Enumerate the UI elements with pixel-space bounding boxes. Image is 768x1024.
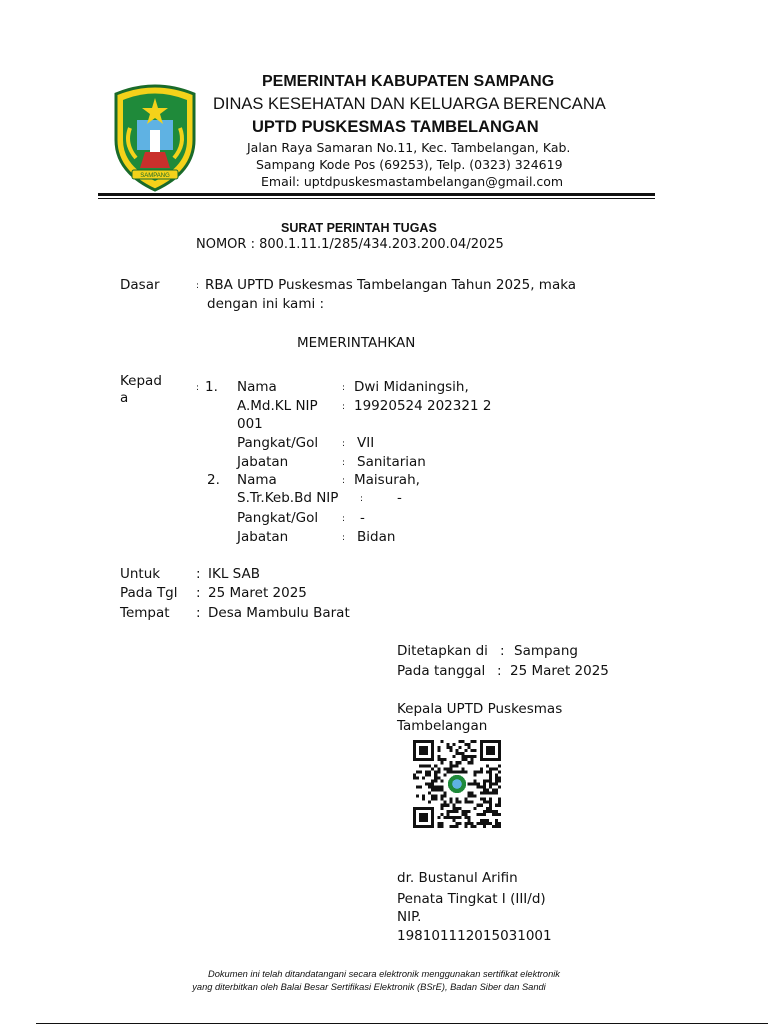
dasar-text-1: RBA UPTD Puskesmas Tambelangan Tahun 2025, maka [205, 277, 577, 293]
signatory-position-2: Tambelangan [397, 718, 488, 734]
person-2-nip-colon: : [360, 494, 364, 504]
person-2-nama-value: Maisurah, [354, 472, 420, 488]
kepada-colon: : [196, 383, 200, 393]
person-1-nama-value: Dwi Midaningsih, [354, 379, 469, 395]
memerintahkan-heading: MEMERINTAHKAN [297, 335, 416, 351]
person-1-nip-label: A.Md.KL NIP [237, 398, 318, 414]
person-1-nama-label: Nama [237, 379, 277, 395]
person-1-pangkat-colon: : [342, 439, 346, 449]
person-1-jabatan-value: Sanitarian [357, 454, 426, 470]
signatory-name: dr. Bustanul Arifin [397, 870, 518, 886]
person-1-nip-colon: : [342, 402, 346, 412]
person-1-jabatan-label: Jabatan [237, 454, 289, 470]
kepada-label-1: Kepad [120, 373, 162, 389]
dasar-text-2: dengan ini kami : [207, 296, 325, 312]
person-1-pangkat-label: Pangkat/Gol [237, 435, 319, 451]
person-2-pangkat-label: Pangkat/Gol [237, 510, 319, 526]
ditetapkan-value: Sampang [514, 643, 578, 659]
signatory-nip-value: 198101112015031001 [397, 928, 552, 944]
letterhead-rule-thin [98, 198, 655, 199]
header-government: PEMERINTAH KABUPATEN SAMPANG [262, 73, 555, 90]
person-2-pangkat-colon: : [342, 514, 346, 524]
header-unit: UPTD PUSKESMAS TAMBELANGAN [252, 118, 539, 136]
untuk-colon: : [196, 566, 201, 582]
pada-tgl-label: Pada Tgl [120, 585, 178, 601]
dasar-colon: : [196, 281, 200, 291]
untuk-label: Untuk [120, 566, 161, 582]
header-address-1: Jalan Raya Samaran No.11, Kec. Tambelangan, Kab. [247, 140, 571, 155]
pada-tanggal-value: 25 Maret 2025 [510, 663, 609, 679]
dasar-label: Dasar [120, 277, 160, 293]
signatory-position-1: Kepala UPTD Puskesmas [397, 701, 563, 717]
emblem-text: SAMPANG [140, 173, 170, 179]
tempat-colon: : [196, 605, 201, 621]
ditetapkan-label: Ditetapkan di [397, 643, 488, 659]
person-2-jabatan-value: Bidan [357, 529, 396, 545]
person-1-nip-continued: 001 [237, 416, 263, 432]
kabupaten-sampang-emblem-icon [110, 82, 200, 194]
header-email: Email: uptdpuskesmastambelangan@gmail.com [261, 174, 564, 189]
signatory-rank: Penata Tingkat I (III/d) [397, 891, 546, 907]
kepada-label-2: a [120, 390, 129, 406]
pada-tanggal-colon: : [497, 663, 502, 679]
person-1-number: 1. [205, 379, 218, 395]
person-1-nama-colon: : [342, 383, 346, 393]
pada-tanggal-label: Pada tanggal [397, 663, 486, 679]
header-department: DINAS KESEHATAN DAN KELUARGA BERENCANA [213, 95, 606, 113]
person-2-pangkat-value: - [360, 510, 365, 526]
tempat-value: Desa Mambulu Barat [208, 605, 350, 621]
footer-note-1: Dokumen ini telah ditandatangani secara elektronik menggunakan sertifikat elektronik [208, 969, 560, 979]
person-2-jabatan-colon: : [342, 533, 346, 543]
person-2-number: 2. [207, 472, 220, 488]
person-1-nip-value: 19920524 202321 2 [354, 398, 492, 414]
letterhead-rule-thick [98, 193, 655, 196]
pada-tgl-colon: : [196, 585, 201, 601]
person-2-nama-label: Nama [237, 472, 277, 488]
signatory-nip-label: NIP. [397, 909, 422, 925]
footer-note-2: yang diterbitkan oleh Balai Besar Sertifikasi Elektronik (BSrE), Badan Siber dan Sandi [192, 982, 546, 992]
qr-code-icon [413, 740, 501, 828]
person-2-nama-colon: : [342, 476, 346, 486]
person-1-pangkat-value: VII [357, 435, 375, 451]
header-address-2: Sampang Kode Pos (69253), Telp. (0323) 324619 [256, 157, 563, 172]
person-2-nip-label: S.Tr.Keb.Bd NIP [237, 490, 339, 506]
person-2-jabatan-label: Jabatan [237, 529, 289, 545]
person-2-nip-value: - [397, 490, 402, 506]
pada-tgl-value: 25 Maret 2025 [208, 585, 307, 601]
document-title: SURAT PERINTAH TUGAS [281, 221, 437, 235]
document-number: NOMOR : 800.1.11.1/285/434.203.200.04/2025 [196, 237, 504, 252]
person-1-jabatan-colon: : [342, 458, 346, 468]
tempat-label: Tempat [120, 605, 170, 621]
untuk-value: IKL SAB [208, 566, 260, 582]
ditetapkan-colon: : [500, 643, 505, 659]
